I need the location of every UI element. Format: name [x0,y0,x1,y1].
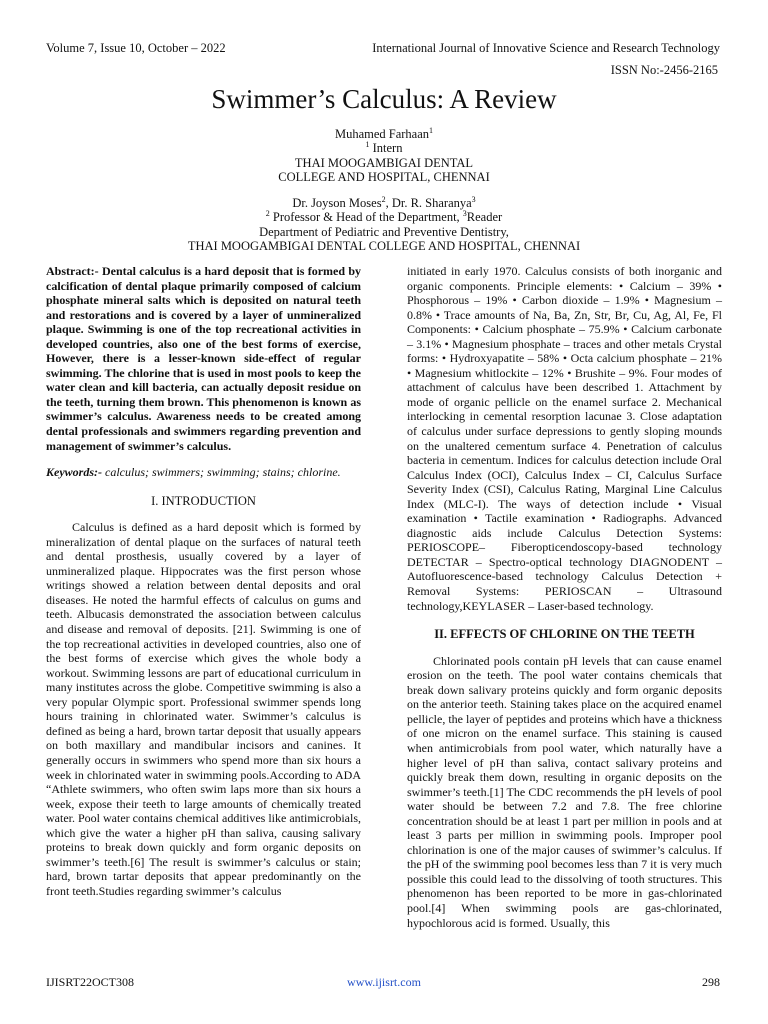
affiliation-superscript: 1 [365,140,370,150]
footer-url-link[interactable]: www.ijisrt.com [347,975,421,989]
affiliation-superscript: 3 [462,209,467,219]
right-column [407,264,722,930]
composition-text: initiated in early 1970. Calculus consists of both inorganic and organic components. Principle elements: • Calcium – 39% • Phosphorous – 19% • Carbon dioxide – 1.9% • Magnesium – 0.8% • Trace amounts of Na, Ba, Zn, Str, Br, Cu, Ag, Al, Fe, Fl Components: • Calcium phosphate – 75.9% • Calcium carbonate – 3.1% • Magnesium phosphate – traces and other metals Crystal forms: • Hydroxyapatite – 58% • Octa calcium phosphate – 21% • Magnesium whitlockite – 12% • Brushite – 9%. Four modes of attachment of calculus have been described 1. Attachment by mode of organic pellicle on the enamel surface 2. Mechanical interlocking in cemental resorption lacunae 3. Close adaptation of calculus under surface depressions to gently sloping mounds on the unaltered cementum surface 4. Penetration of calculus bacteria in cementum. Indices for calculus detection include Oral Calculus Index (OCI), Calculus Index – CI, Calculus Surface Severity Index (CSI), Calculus Rating, Marginal Line Calculus Index (MLC-I). The ways of detection include • Visual examination • Tactile examination • Radiographs. Advanced diagnostic aids include Calculus Detection Systems: PERIOSCOPE– Fiberopticendoscopy-based technology DETECTAR – Spectro-optical technology DIAGNODENT – Autofluorescence-based technology Calculus Detection + Removal Systems: PERIOSCAN – Ultrasound technology,KEYLASER – Laser-based technology. [407,264,722,613]
author-superscript: 2 [381,195,386,205]
author-name: Dr. Joyson Moses [292,196,382,211]
chlorine-text: Chlorinated pools contain pH levels that can cause enamel erosion on the teeth. The pool water contains chemicals that break down salivary proteins quickly and form organic deposits on the anterior teeth. Staining takes place on the acquired enamel pellicle, the layer of peptides and proteins which have a thickness of one micron on the enamel surface. This staining is caused when antimicrobials from pool water, which naturally have a higher level of pH than saliva, contact salivary proteins and quickly break them down, resulting in organic deposits on the swimmer’s teeth.[1] The CDC recommends the pH levels of pool water should be between 7.2 and 7.8. The free chlorine concentration should be at least 1 part per million in pools and at least 3 parts per million in swimming pools. Improper pool chlorination is one of the major causes of swimmer’s calculus. If the pH of the swimming pool becomes less than 7 it is very much possible this could lead to the dissolving of tooth structures. This phenomenon has been reported to be more in gas-chlorinated pool.[4] When swimming pools are gas-chlorinated, hypochlorous acid is formed. Usually, this [407,653,722,930]
keywords-text: calculus; swimmers; swimming; stains; chlorine. [102,465,341,480]
institution-line: THAI MOOGAMBIGAI DENTAL [294,155,474,170]
paper-title: Swimmer’s Calculus: A Review [211,84,557,114]
volume-info: Volume 7, Issue 10, October – 2022 [46,41,226,55]
left-column [46,264,361,898]
affiliation-role [0,210,768,224]
footer-code: IJISRT22OCT308 [46,975,134,989]
author-superscript: 3 [471,195,476,205]
role-text: Professor & Head of the Department, [272,210,460,225]
role-text: Intern [372,141,403,156]
department-line: Department of Pediatric and Preventive Dentistry, [259,224,509,239]
issn: ISSN No:-2456-2165 [610,63,718,77]
journal-name: International Journal of Innovative Science and Research Technology [372,41,720,55]
author-line-2 [0,196,768,210]
page-number: 298 [702,975,720,989]
spacer [46,453,361,465]
author-line-1 [0,127,768,141]
institution-line: THAI MOOGAMBIGAI DENTAL COLLEGE AND HOSPITAL, CHENNAI [187,239,581,254]
section-heading-introduction: I. INTRODUCTION [151,493,256,508]
author-name: , Dr. R. Sharanya [385,196,472,211]
author-block [0,127,768,253]
affiliation-superscript: 2 [265,209,270,219]
keywords-label: Keywords:- [46,465,102,480]
affiliation-role [0,141,768,155]
institution-line: COLLEGE AND HOSPITAL, CHENNAI [278,169,490,184]
author-name: Muhamed Farhaan [334,127,430,141]
introduction-text: Calculus is defined as a hard deposit which is formed by mineralization of dental plaque on the surfaces of natural teeth and dental prosthesis, usually covered by a layer of unmineralized plaque. Hippocrates was the first person whose writings showed a relation between dental deposits and oral diseases. He noted the harmful effects of calculus on gums and teeth. Albucasis demonstrated the association between calculus and disease and removal of deposits. [21]. Swimming is one of the top recreational activities in developed countries, also one of the best forms of exercise which gives the whole body a workout. Swimming lessons are part of educational curriculum in many institutes across the globe. Competitive swimming is also a very popular Olympic sport. Professional swimmer spends long hours training in chlorinated water. Swimmer’s calculus is defined as being a hard, brown tartar deposit that usually appears on both maxillary and mandibular incisors and canines. It generally occurs in swimmers who spend more than six hours a week in chlorinated water in swimming pools.According to ADA “Athlete swimmers, who often swim laps more than six hours a week, expose their teeth to large amounts of chemically treated water. Pool water contains chemical additives like antimicrobials, which give the water a higher pH than saliva, causing salivary proteins to break down quickly and form organic deposits on swimmer’s teeth.[6] The result is swimmer’s calculus or stain; hard, brown tartar deposits that appear predominantly on the front teeth.Studies regarding swimmer’s calculus [46,520,361,898]
abstract: Abstract:- Dental calculus is a hard deposit that is formed by calcification of dental plaque primarily composed of calcium phosphate mineral salts which is deposited on natural teeth and restorations and is covered by a layer of unmineralized plaque. Swimming is one of the top recreational activities in developed countries, also one of the best forms of exercise, However, there is a lesser-known side-effect of regular swimming. The chlorine that is used in most pools to keep the water clean and kill bacteria, can actually deposit residue on the teeth, turning them brown. This phenomenon is known as swimmer’s calculus. Awareness needs to be created among dental professionals and swimmers regarding prevention and management of swimmer’s calculus. [46,264,361,453]
role-text: Reader [466,210,503,225]
author-superscript: 1 [429,126,434,135]
keywords [46,465,361,480]
section-heading-chlorine: II. EFFECTS OF CHLORINE ON THE TEETH [434,627,695,642]
